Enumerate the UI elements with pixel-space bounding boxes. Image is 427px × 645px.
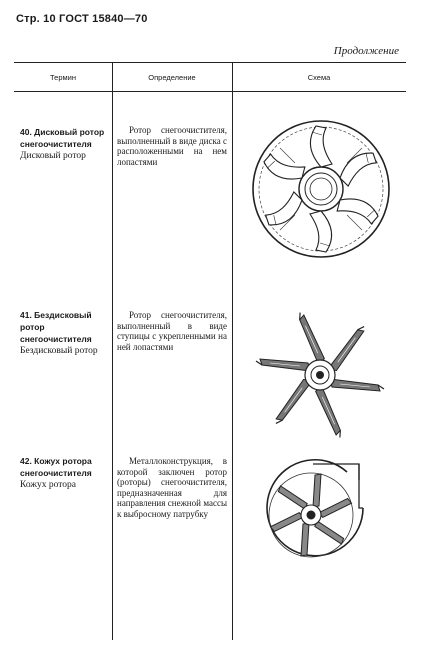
term-row-41 xyxy=(20,310,112,357)
term-row-40 xyxy=(20,127,112,162)
column-divider-2 xyxy=(232,62,233,640)
continued-label: Продолжение xyxy=(333,45,399,57)
term-row-42 xyxy=(20,456,112,491)
discless-rotor-drawing xyxy=(250,310,390,440)
column-header-scheme: Схема xyxy=(307,73,331,82)
disc-rotor-drawing xyxy=(250,118,392,260)
column-divider-1 xyxy=(112,62,113,640)
table-header-rule xyxy=(14,91,406,92)
term-short: Дисковый ротор xyxy=(20,151,86,161)
definition-row-41: Ротор снегоочистителя, выполненный в виде ступицы с укрепленными на ней лопастями xyxy=(117,310,227,352)
term-short: Кожух ротора xyxy=(20,480,76,490)
column-header-definition: Определение xyxy=(148,73,196,82)
term-title: 42. Кожух ротора снегоочистителя xyxy=(20,456,92,478)
table-top-rule xyxy=(14,62,406,63)
definition-row-42: Металлоконструкция, в которой заключен ротор (роторы) снегоочистителя, предназначенная для направления снежной массы к выбросному патрубку xyxy=(117,456,227,519)
term-title: 40. Дисковый ротор снегоочистителя xyxy=(20,127,105,149)
definition-row-40: Ротор снегоочистителя, выполненный в виде диска с расположенными на нем лопастями xyxy=(117,125,227,167)
term-short: Бездисковый ротор xyxy=(20,346,98,356)
page-header: Стр. 10 ГОСТ 15840—70 xyxy=(16,13,148,25)
column-header-term: Термин xyxy=(50,73,76,82)
rotor-housing-drawing xyxy=(255,458,375,568)
term-title: 41. Бездисковый ротор снегоочистителя xyxy=(20,310,92,344)
